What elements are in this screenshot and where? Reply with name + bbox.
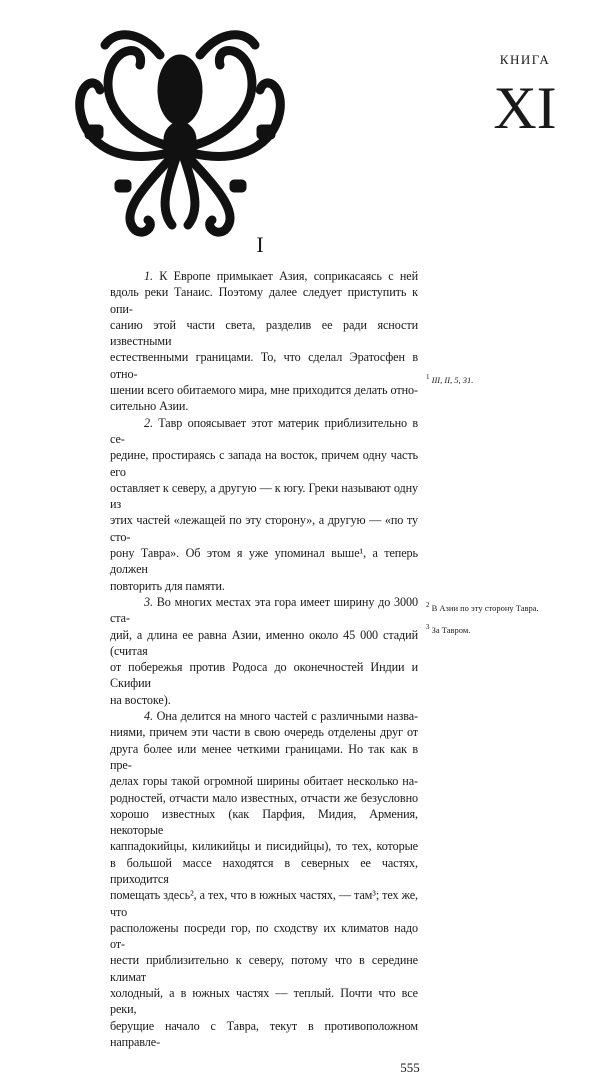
text-line [110, 382, 418, 398]
text-line [110, 349, 418, 382]
line-text: санию этой части света, разделив ее ради ясности известными [110, 317, 418, 349]
line-text: Тавр опоясывает этот материк приблизительно в се- [110, 415, 418, 446]
text-line [110, 545, 418, 578]
text-line [110, 512, 418, 545]
line-text: от побережья против Родоса до оконечностей Индии и Скифии [110, 660, 418, 691]
text-line [110, 806, 418, 839]
line-text: помещать здесь², а тех, что в южных частях, — там³; тех же, что [110, 888, 418, 919]
line-text: друга более или менее четкими границами. Но так как в пре- [110, 741, 418, 772]
book-number: XI [493, 75, 557, 141]
line-text: холодный, а в южных частях — теплый. Почти что все реки, [110, 986, 418, 1017]
line-text: повторить для памяти. [110, 578, 225, 593]
footnote-2: $^2$ В Азии по эту сторону Тавра. [426, 601, 539, 613]
text-line [110, 838, 418, 854]
text-line [110, 773, 418, 789]
text-line [110, 627, 418, 660]
text-line [110, 920, 418, 953]
line-text: шении всего обитаемого мира, мне приходится делать отно- [110, 383, 418, 398]
line-text: сительно Азии. [110, 399, 189, 414]
text-line [110, 659, 418, 692]
text-line [110, 741, 418, 774]
text-line [110, 1018, 418, 1051]
line-text: Она делится на много частей с различными назва- [152, 709, 418, 724]
line-text: К Европе примыкает Азия, соприкасаясь с ней [152, 269, 418, 283]
text-line [110, 480, 418, 513]
text-line [110, 952, 418, 985]
text-line [110, 708, 418, 724]
footnote-3: $^3$ За Тавром. [426, 623, 471, 635]
line-text: берущие начало с Тавра, текут в противоположном направле- [110, 1018, 418, 1049]
footnote-1: $^1$ III, II, 5, 31. [426, 373, 474, 385]
paragraph-number: 4. [144, 709, 153, 724]
line-text: расположены посреди гор, по сходству их климатов надо от- [110, 920, 418, 952]
text-line [110, 415, 418, 448]
text-line [110, 268, 418, 284]
main-text [110, 268, 418, 1050]
text-line [110, 790, 418, 806]
text-line [110, 578, 418, 594]
line-text: этих частей «лежащей по эту сторону», а другую — «по ту сто- [110, 513, 418, 544]
line-text: хорошо известных (как Парфия, Мидия, Армения, некоторые [110, 806, 418, 838]
line-text: нести приблизительно к северу, потому что в середине климат [110, 953, 418, 984]
line-text: редине, простираясь с запада на восток, причем одну часть его [110, 448, 418, 479]
line-text: рону Тавра». Об этом я уже упоминал выше¹, а теперь должен [110, 546, 418, 577]
text-line [110, 985, 418, 1018]
line-text: дий, а длина ее равна Азии, именно около 45 000 стадий (считая [110, 627, 418, 658]
line-text: делах горы такой огромной ширины обитает несколько на- [110, 774, 418, 789]
text-line [110, 284, 418, 317]
line-text: вдоль реки Танаис. Поэтому далее следует приступить к опи- [110, 285, 418, 316]
line-text: оставляет к северу, а другую — к югу. Греки называют одну из [110, 480, 418, 512]
line-text: ниями, причем эти части в свою очередь отделены друг от [110, 725, 418, 740]
line-text: естественными границами. То, что сделал Эратосфен в отно- [110, 350, 418, 381]
line-text: на востоке). [110, 692, 171, 707]
text-line [110, 317, 418, 350]
text-line [110, 724, 418, 740]
line-text: Во многих местах эта гора имеет ширину до 3000 ста- [110, 594, 418, 626]
text-line [110, 398, 418, 414]
line-text: родностей, отчасти мало известных, отчасти же безусловно [110, 790, 418, 805]
text-line [110, 594, 418, 627]
chapter-number: I [256, 232, 264, 257]
octopus-icon [60, 15, 300, 240]
text-line [110, 692, 418, 708]
page-number: 555 [400, 1060, 420, 1076]
text-line [110, 855, 418, 888]
paragraph-number: 3. [144, 594, 153, 609]
book-label: КНИГА [499, 52, 551, 67]
line-text: в большой массе находятся в северных ее частях, приходится [110, 855, 418, 886]
paragraph-number: 1. [144, 269, 153, 283]
text-line [110, 447, 418, 480]
line-text: каппадокийцы, киликийцы и писидийцы), то тех, которые [110, 839, 418, 854]
text-line [110, 887, 418, 920]
paragraph-number: 2. [144, 415, 153, 430]
